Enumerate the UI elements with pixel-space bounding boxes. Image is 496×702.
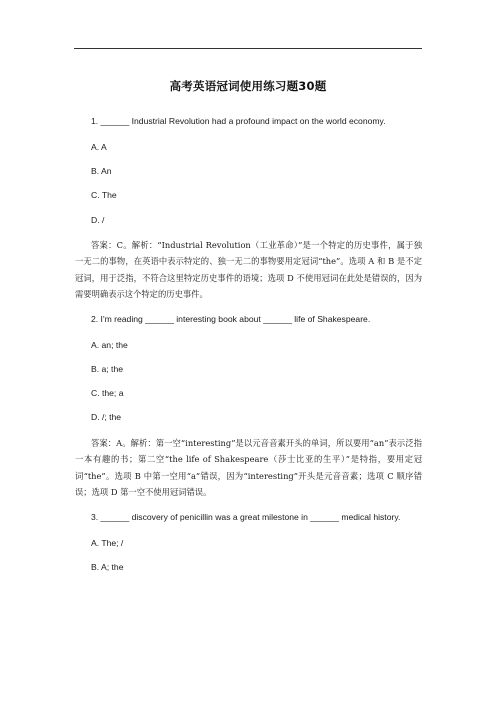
document-body <box>75 113 422 584</box>
question-1 <box>75 113 422 303</box>
option-a: A. A <box>91 142 107 152</box>
question-stem: 1. ______ Industrial Revolution had a profound impact on the world economy. <box>91 116 386 126</box>
header-rule <box>74 48 422 49</box>
option-d: D. /; the <box>91 412 122 423</box>
option-b: B. A; the <box>91 561 124 572</box>
question-stem: 3. ______ discovery of penicillin was a great milestone in ______ medical history. <box>91 511 401 522</box>
option-c: C. The <box>91 190 117 201</box>
page-title: 高考英语冠词使用练习题30题 <box>169 79 327 93</box>
option-b: B. An <box>91 166 112 177</box>
option-a: A. The; / <box>91 537 124 548</box>
answer-explanation: 答案：A。解析：第一空“interesting”是以元音音素开头的单词，所以要用“an”表示泛指一本有趣的书；第二空“the life of Shakespeare（莎士比亚的生平）”是特指，要用定冠词“the”。选项 B 中第一空用“a”错误，因为“interesting”开头是元音音素；选项 C 顺序错误；选项 D 第一空不使用冠词错误。 <box>75 437 422 497</box>
answer-explanation: 答案：C。解析：“Industrial Revolution（工业革命）”是一个特定的历史事件，属于独一无二的事物，在英语中表示特定的、独一无二的事物要用定冠词“the”。选项 A 和 B 是不定冠词，用于泛指，不符合这里特定历史事件的语境；选项 D 不使用冠词在此处是错误的，因为需要明确表示这个特定的历史事件。 <box>75 239 422 300</box>
question-2 <box>75 311 422 501</box>
option-b: B. a; the <box>91 363 124 374</box>
option-a: A. an; the <box>91 339 128 350</box>
question-3 <box>75 509 422 574</box>
option-c: C. the; a <box>91 388 124 399</box>
question-stem: 2. I'm reading ______ interesting book about ______ life of Shakespeare. <box>91 313 371 324</box>
option-d: D. / <box>91 214 105 225</box>
